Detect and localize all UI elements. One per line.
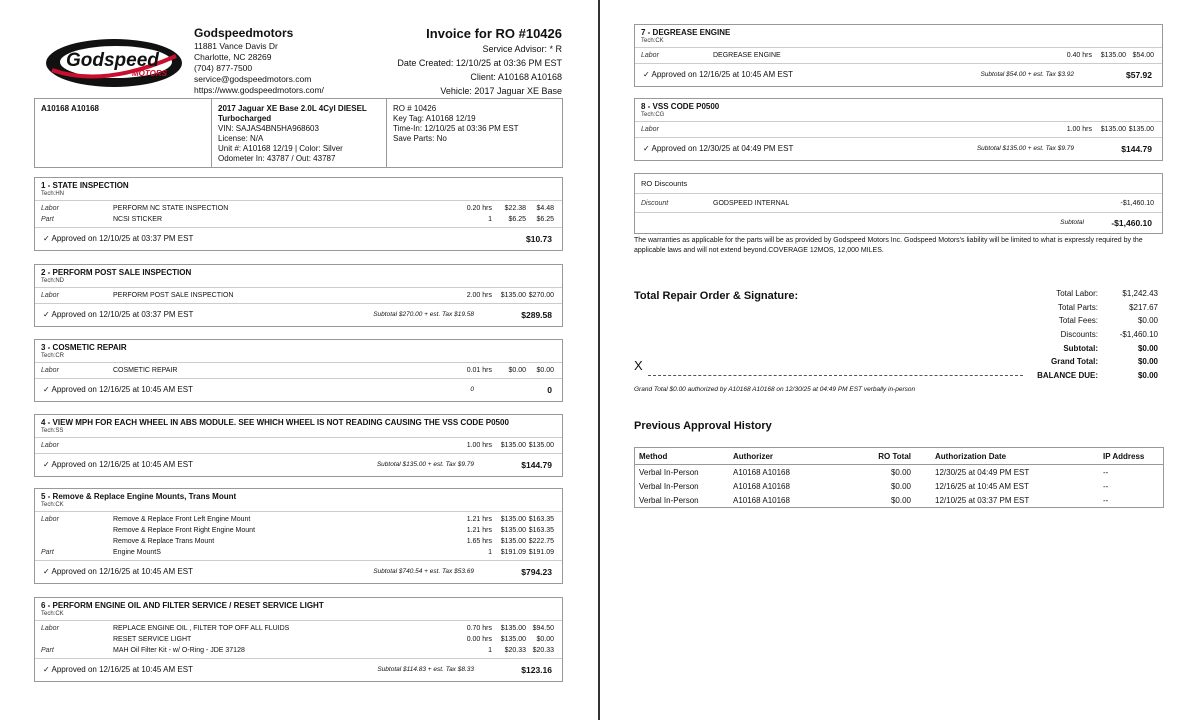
job-subtotal: Subtotal $114.83 + est. Tax $8.33: [377, 666, 474, 673]
job-line-item: [35, 547, 562, 558]
job-line-item: [35, 203, 562, 214]
job-tech: Tech:CK: [41, 611, 64, 617]
shop-address-2: Charlotte, NC 28269: [194, 52, 272, 62]
line-type: Labor: [641, 126, 659, 133]
job-tech: Tech:CK: [41, 502, 64, 508]
shop-address-1: 11881 Vance Davis Dr: [194, 41, 278, 51]
table-cell: 12/16/25 at 10:45 AM EST: [935, 481, 1029, 491]
discount-subtotal: [635, 213, 1162, 233]
job-footer: [35, 561, 562, 583]
vehicle-line: Odometer In: 43787 / Out: 43787: [218, 154, 336, 163]
ro-discounts: [634, 173, 1163, 234]
invoice-header: [397, 26, 562, 98]
line-desc: Remove & Replace Trans Mount: [113, 538, 215, 545]
job-lines: [35, 288, 562, 304]
approval-status: ✓ Approved on 12/10/25 at 03:37 PM EST: [43, 310, 194, 319]
job-footer: [635, 64, 1162, 86]
vehicle: Vehicle: 2017 Jaguar XE Base: [440, 86, 562, 96]
job-title: 7 - DEGREASE ENGINE: [641, 28, 731, 37]
line-type: Labor: [41, 367, 59, 374]
job-line-item: [35, 645, 562, 656]
totals-label: Grand Total:: [1051, 357, 1098, 367]
vehicle-line: License: N/A: [218, 134, 264, 143]
job-title: 3 - COSMETIC REPAIR: [41, 343, 127, 352]
approval-status: ✓ Approved on 12/16/25 at 10:45 AM EST: [43, 460, 193, 469]
line-desc: Remove & Replace Front Left Engine Mount: [113, 516, 251, 523]
line-total: $4.48: [536, 205, 554, 212]
job-header: [35, 489, 562, 512]
job-total: $794.23: [521, 567, 552, 577]
line-desc: GODSPEED INTERNAL: [713, 200, 790, 207]
line-desc: DEGREASE ENGINE: [713, 52, 781, 59]
line-qty: 1.21 hrs: [466, 516, 492, 523]
job-header: [35, 265, 562, 288]
line-rate: $191.09: [500, 549, 526, 556]
approval-status: ✓ Approved on 12/30/25 at 04:49 PM EST: [643, 144, 794, 153]
line-rate: $135.00: [1100, 52, 1126, 59]
line-qty: 0.20 hrs: [466, 205, 492, 212]
col-auth-date: Authorization Date: [915, 448, 1099, 465]
grand-total-note: Grand Total $0.00 authorized by A10168 A10168 on 12/30/25 at 04:49 PM EST verbally in-person: [634, 386, 916, 393]
job-card: [34, 597, 563, 682]
discount-total: -$1,460.10: [1111, 218, 1152, 228]
totals-label: Total Labor:: [1056, 289, 1098, 298]
line-qty: 1.00 hrs: [1066, 126, 1092, 133]
totals-row: [1020, 342, 1158, 356]
table-header-row: [635, 448, 1164, 465]
line-total: $94.50: [532, 625, 554, 632]
job-lines: [35, 621, 562, 659]
line-total: $0.00: [536, 636, 554, 643]
job-tech: Tech:HN: [41, 191, 65, 197]
job-line-item: [35, 514, 562, 525]
line-desc: NCSI STICKER: [113, 216, 163, 223]
table-cell: 12/30/25 at 04:49 PM EST: [935, 467, 1030, 477]
job-footer: [35, 454, 562, 476]
totals-label: Total Parts:: [1057, 302, 1098, 312]
job-title: 6 - PERFORM ENGINE OIL AND FILTER SERVICE / RESET SERVICE LIGHT: [41, 601, 324, 610]
job-tech: Tech:CK: [641, 38, 664, 44]
job-line-item: [35, 525, 562, 536]
totals-table: [1020, 287, 1158, 383]
line-type: Labor: [41, 442, 59, 449]
job-subtotal: Subtotal $135.00 + est. Tax $9.79: [976, 145, 1074, 152]
line-desc: RESET SERVICE LIGHT: [113, 636, 192, 643]
line-type: Labor: [41, 205, 59, 212]
job-tech: Tech:CG: [641, 112, 665, 118]
line-desc: MAH Oil Filter Kit - w/ O-Ring - JDE 37128: [113, 647, 245, 654]
job-header: [35, 178, 562, 201]
shop-info: [194, 26, 324, 96]
totals-row: [1020, 301, 1158, 315]
line-type: Part: [41, 647, 54, 654]
line-desc: Engine MountS: [113, 549, 161, 556]
line-qty: 1.65 hrs: [466, 538, 492, 545]
signature-heading: Total Repair Order & Signature:: [634, 290, 799, 302]
col-ro-total: RO Total: [847, 448, 915, 465]
job-line-item: [35, 365, 562, 376]
table-cell: Verbal In-Person: [639, 495, 699, 505]
job-line-item: [35, 290, 562, 301]
job-line-item: [35, 214, 562, 225]
vehicle-line: Unit #: A10168 12/19 | Color: Silver: [218, 144, 343, 153]
totals-value: $1,242.43: [1122, 289, 1158, 298]
job-line-item: [35, 634, 562, 645]
ro-line: Key Tag: A10168 12/19: [393, 114, 476, 123]
job-total: 0: [547, 385, 552, 395]
job-card: [34, 339, 563, 402]
job-tech: Tech:CR: [41, 353, 65, 359]
job-line-item: [35, 536, 562, 547]
table-cell: $0.00: [890, 481, 911, 491]
job-header: [635, 99, 1162, 122]
totals-value: $0.00: [1137, 357, 1158, 367]
totals-value: -$1,460.10: [1119, 330, 1158, 340]
totals-value: $0.00: [1137, 371, 1158, 381]
shop-phone[interactable]: (704) 877-7500: [194, 63, 253, 73]
job-title: 4 - VIEW MPH FOR EACH WHEEL IN ABS MODULE. SEE WHICH WHEEL IS NOT READING CAUSING THE VSS CODE P0500: [41, 418, 509, 427]
job-title: 5 - Remove & Replace Engine Mounts, Trans Mount: [41, 492, 237, 501]
line-total: $135.00: [1128, 126, 1154, 133]
service-advisor: Service Advisor: * R: [482, 44, 562, 54]
line-rate: $20.33: [504, 647, 526, 654]
shop-website[interactable]: https://www.godspeedmotors.com/: [194, 85, 324, 95]
table-cell: Verbal In-Person: [639, 467, 699, 477]
line-qty: 0.01 hrs: [466, 367, 492, 374]
date-created: Date Created: 12/10/25 at 03:36 PM EST: [397, 58, 562, 68]
totals-label: Total Fees:: [1058, 316, 1098, 326]
table-cell: --: [1103, 467, 1109, 477]
job-title: 1 - STATE INSPECTION: [41, 181, 129, 190]
totals-label: BALANCE DUE:: [1037, 371, 1098, 381]
approval-status: ✓ Approved on 12/16/25 at 10:45 AM EST: [43, 567, 193, 576]
table-cell: --: [1103, 495, 1109, 505]
line-rate: $135.00: [500, 636, 526, 643]
totals-row: [1020, 369, 1158, 383]
line-qty: 1: [488, 549, 492, 556]
line-type: Part: [41, 549, 54, 556]
totals-row: [1020, 328, 1158, 342]
line-rate: $135.00: [500, 292, 526, 299]
job-card: [34, 488, 563, 584]
col-authorizer: Authorizer: [729, 448, 847, 465]
job-total: $144.79: [521, 460, 552, 470]
approval-history-table: [634, 447, 1164, 508]
table-row: [635, 493, 1164, 508]
job-line-item: [635, 124, 1162, 135]
job-title: 2 - PERFORM POST SALE INSPECTION: [41, 268, 192, 277]
ro-line: Save Parts: No: [393, 134, 447, 143]
line-rate: $135.00: [1100, 126, 1126, 133]
job-card: [634, 98, 1163, 161]
shop-email[interactable]: service@godspeedmotors.com: [194, 74, 312, 84]
approval-status: ✓ Approved on 12/16/25 at 10:45 AM EST: [643, 70, 793, 79]
job-line-item: [35, 440, 562, 451]
line-total: -$1,460.10: [1120, 200, 1154, 207]
job-subtotal: Subtotal $54.00 + est. Tax $3.92: [980, 71, 1074, 78]
job-footer: [635, 138, 1162, 160]
line-total: $54.00: [1132, 52, 1154, 59]
table-cell: $0.00: [890, 495, 911, 505]
line-type: Labor: [41, 292, 59, 299]
job-title: 8 - VSS CODE P0500: [641, 102, 720, 111]
job-card: [34, 264, 563, 327]
line-total: $20.33: [532, 647, 554, 654]
vehicle-line: VIN: SAJAS4BN5HA968603: [218, 124, 319, 133]
line-type: Discount: [641, 200, 669, 207]
line-total: $6.25: [536, 216, 554, 223]
line-total: $191.09: [528, 549, 554, 556]
job-total: $57.92: [1126, 70, 1152, 80]
job-lines: [35, 363, 562, 379]
table-cell: A10168 A10168: [733, 467, 790, 477]
ro-info-box: [34, 98, 563, 168]
job-header: [635, 25, 1162, 48]
line-qty: 1: [488, 216, 492, 223]
totals-row: [1020, 314, 1158, 328]
line-rate: $135.00: [500, 516, 526, 523]
signature-x: X: [634, 358, 643, 373]
job-lines: [35, 438, 562, 454]
line-total: $135.00: [528, 442, 554, 449]
approval-history-heading: Previous Approval History: [634, 420, 772, 432]
table-cell: A10168 A10168: [733, 495, 790, 505]
warranty-text: The warranties as applicable for the parts will be as provided by Godspeed Motors Inc. Godspeed Motors's liability will be limited to what is expressly required by the applicable laws and will not extend beyond.COVERAGE 12MOS, 12,000 MILES.: [634, 237, 1143, 254]
line-type: Labor: [41, 516, 59, 523]
godspeed-logo: [44, 36, 184, 90]
client: Client: A10168 A10168: [470, 72, 562, 82]
totals-value: $0.00: [1137, 343, 1158, 353]
job-total: $289.58: [521, 310, 552, 320]
ro-line: Time-In: 12/10/25 at 03:36 PM EST: [393, 124, 519, 133]
line-rate: $135.00: [500, 538, 526, 545]
job-footer: [35, 228, 562, 250]
job-footer: [35, 659, 562, 681]
job-total: $144.79: [1121, 144, 1152, 154]
line-rate: $22.38: [504, 205, 526, 212]
line-rate: $135.00: [500, 527, 526, 534]
job-subtotal: Subtotal $740.54 + est. Tax $53.69: [373, 568, 474, 575]
vehicle-details: [212, 99, 387, 167]
line-desc: Remove & Replace Front Right Engine Mount: [113, 527, 256, 534]
line-qty: 2.00 hrs: [466, 292, 492, 299]
totals-value: $217.67: [1129, 302, 1158, 312]
ro-line: RO # 10426: [393, 104, 437, 113]
signature-line[interactable]: [648, 375, 1023, 376]
logo-subtext: MOTORS: [132, 69, 167, 78]
job-lines: [635, 48, 1162, 64]
job-tech: Tech:ND: [41, 278, 65, 284]
table-cell: --: [1103, 481, 1109, 491]
job-lines: [35, 201, 562, 228]
ro-details: [387, 99, 562, 167]
line-desc: COSMETIC REPAIR: [113, 367, 178, 374]
job-subtotal: Subtotal $270.00 + est. Tax $19.58: [373, 311, 474, 318]
line-desc: PERFORM NC STATE INSPECTION: [113, 205, 229, 212]
col-ip: IP Address: [1099, 448, 1164, 465]
logo-text: Godspeed: [66, 50, 159, 71]
line-qty: 0.70 hrs: [466, 625, 492, 632]
job-total: $10.73: [526, 234, 552, 244]
totals-row: [1020, 355, 1158, 369]
job-card: [34, 177, 563, 251]
line-total: $163.35: [528, 516, 554, 523]
job-lines: [35, 512, 562, 561]
line-total: $0.00: [536, 367, 554, 374]
approval-status: ✓ Approved on 12/16/25 at 10:45 AM EST: [43, 385, 193, 394]
shop-name: Godspeedmotors: [194, 26, 294, 40]
totals-label: Discounts:: [1060, 330, 1098, 340]
discounts-title: RO Discounts: [641, 179, 688, 188]
line-qty: 1: [488, 647, 492, 654]
table-cell: $0.00: [890, 467, 911, 477]
job-lines: [635, 122, 1162, 138]
line-desc: REPLACE ENGINE OIL , FILTER TOP OFF ALL FLUIDS: [113, 625, 290, 632]
col-method: Method: [635, 448, 730, 465]
line-qty: 0.40 hrs: [1066, 52, 1092, 59]
approval-status: ✓ Approved on 12/16/25 at 10:45 AM EST: [43, 665, 193, 674]
job-footer: [35, 304, 562, 326]
job-footer: [35, 379, 562, 401]
job-tech: Tech:SS: [41, 428, 64, 434]
line-type: Labor: [41, 625, 59, 632]
totals-row: [1020, 287, 1158, 301]
line-qty: 1.00 hrs: [466, 442, 492, 449]
vehicle-line: 2017 Jaguar XE Base 2.0L 4Cyl DIESEL: [218, 104, 367, 113]
line-type: Labor: [641, 52, 659, 59]
job-header: [35, 415, 562, 438]
discount-line: [635, 198, 1162, 209]
line-type: Part: [41, 216, 54, 223]
job-header: [35, 340, 562, 363]
job-card: [634, 24, 1163, 87]
table-row: [635, 479, 1164, 493]
subtotal-label: Subtotal: [1060, 219, 1084, 226]
line-rate: $135.00: [500, 625, 526, 632]
job-card: [34, 414, 563, 477]
job-header: [35, 598, 562, 621]
vehicle-line: Turbocharged: [218, 114, 272, 123]
approval-status: ✓ Approved on 12/10/25 at 03:37 PM EST: [43, 234, 194, 243]
job-line-item: [635, 50, 1162, 61]
job-subtotal: 0: [470, 386, 474, 393]
job-total: $123.16: [521, 665, 552, 675]
line-total: $222.75: [528, 538, 554, 545]
page-divider: [598, 0, 600, 720]
totals-value: $0.00: [1137, 316, 1158, 326]
customer-name: A10168 A10168: [35, 99, 212, 167]
job-subtotal: Subtotal $135.00 + est. Tax $9.79: [376, 461, 474, 468]
line-total: $163.35: [528, 527, 554, 534]
line-total: $270.00: [528, 292, 554, 299]
job-line-item: [35, 623, 562, 634]
line-rate: $135.00: [500, 442, 526, 449]
table-cell: Verbal In-Person: [639, 481, 699, 491]
line-rate: $6.25: [508, 216, 526, 223]
line-rate: $0.00: [508, 367, 526, 374]
table-cell: A10168 A10168: [733, 481, 790, 491]
line-qty: 1.21 hrs: [466, 527, 492, 534]
totals-label: Subtotal:: [1063, 343, 1098, 353]
table-cell: 12/10/25 at 03:37 PM EST: [935, 495, 1030, 505]
line-desc: PERFORM POST SALE INSPECTION: [113, 292, 234, 299]
invoice-title: Invoice for RO #10426: [426, 26, 562, 41]
table-row: [635, 465, 1164, 480]
line-qty: 0.00 hrs: [466, 636, 492, 643]
